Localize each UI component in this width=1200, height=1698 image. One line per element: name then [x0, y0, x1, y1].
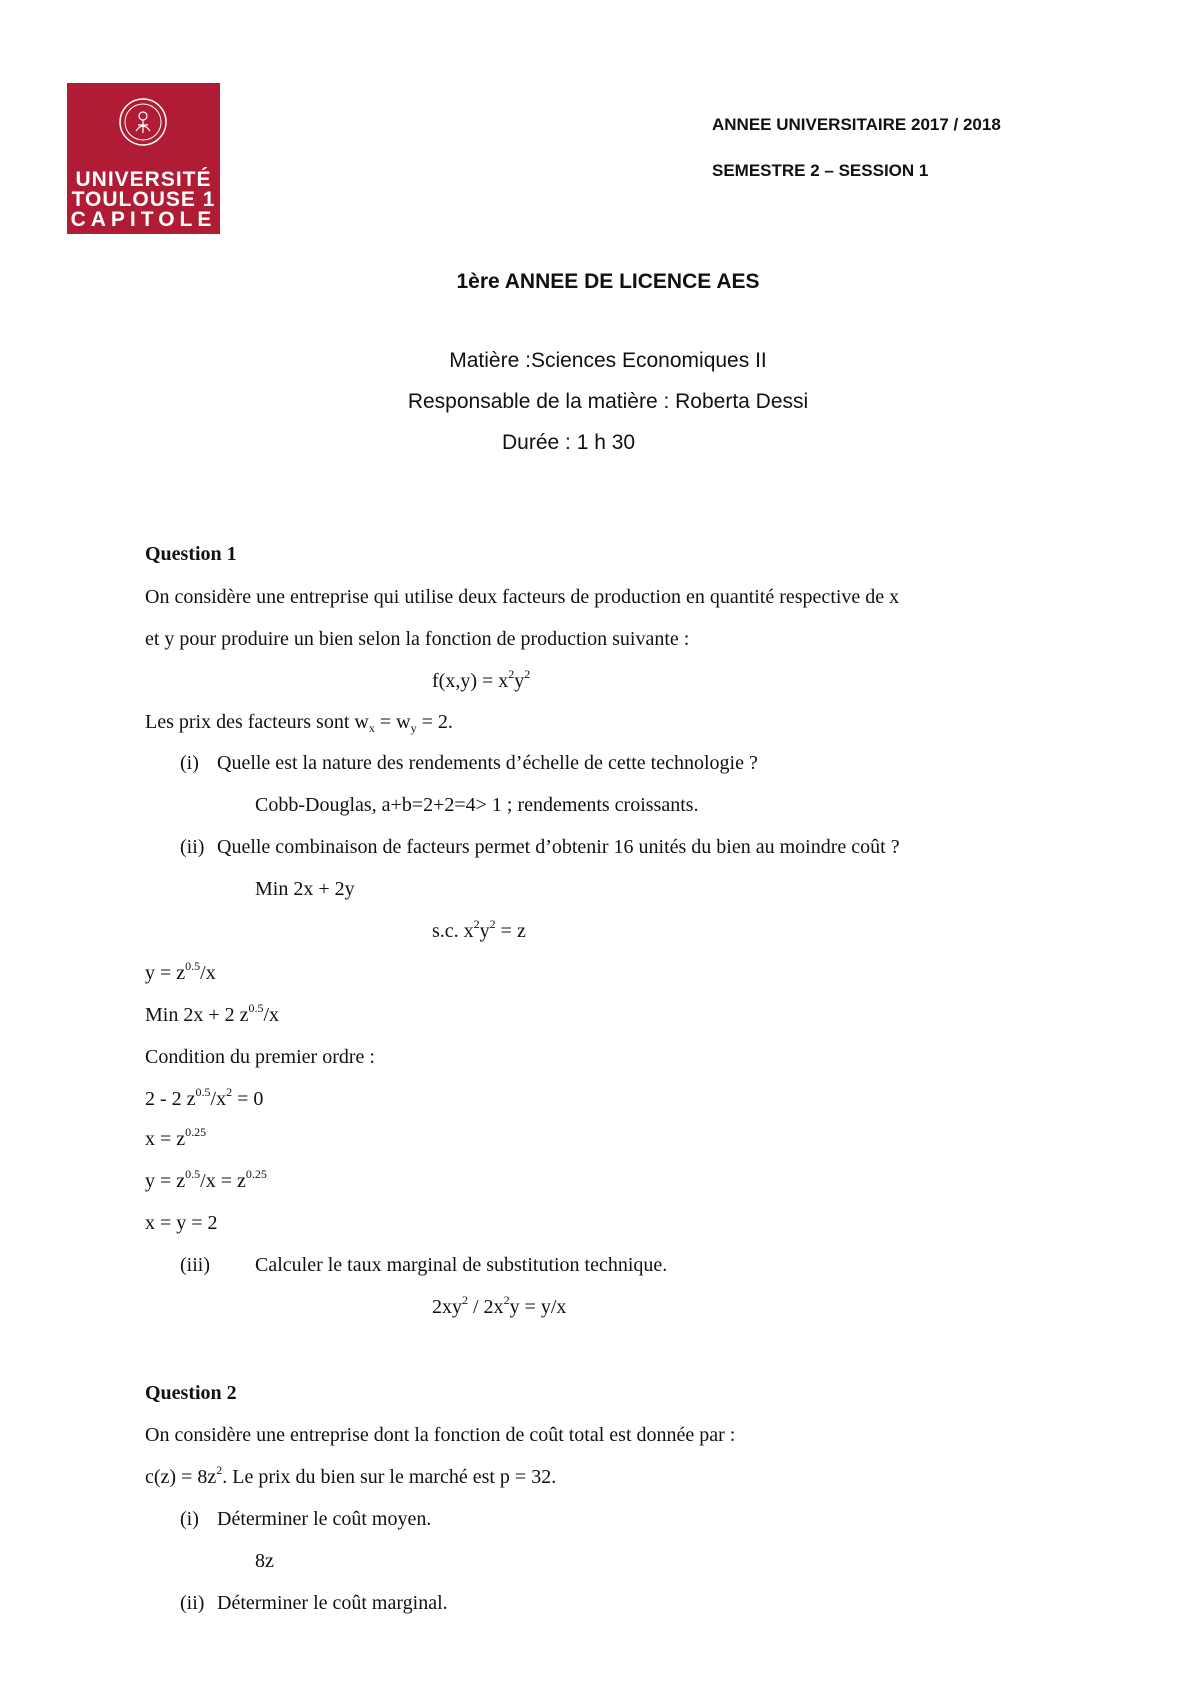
q2-cost-function: $c(z) = 8z^2$. Le prix du bien sur le marché est p = 32.: [145, 1463, 557, 1488]
q1-i-question: Quelle est la nature des rendements d’échelle de cette technologie ?: [217, 752, 758, 774]
q1-step-x: $x = z^{0.25}$: [145, 1125, 207, 1150]
q1-iii-answer: $2xy^2 / 2x^2y = y/x$: [432, 1293, 567, 1318]
q1-iii-question: Calculer le taux marginal de substitution technique.: [255, 1254, 668, 1276]
q1-step-result: x = y = 2: [145, 1212, 218, 1234]
q2-ii-question: Déterminer le coût marginal.: [217, 1592, 448, 1614]
q1-iii-label: (iii): [180, 1254, 210, 1276]
q2-ii-label: (ii): [180, 1592, 205, 1614]
q1-step-y2: $y = z^{0.5}/x = z^{0.25}$: [145, 1167, 267, 1192]
q2-heading: Question 2: [145, 1382, 237, 1404]
q1-step-y: $y = z^{0.5}/x$: [145, 959, 216, 984]
university-logo: [67, 83, 220, 234]
q2-i-label: (i): [180, 1508, 199, 1530]
q1-ii-question: Quelle combinaison de facteurs permet d’obtenir 16 unités du bien au moindre coût ?: [217, 836, 900, 858]
q1-ii-label: (ii): [180, 836, 205, 858]
logo-line-2: TOULOUSE 1: [71, 188, 216, 211]
course-duree: Durée : 1 h 30: [502, 431, 636, 454]
q1-min-objective: Min 2x + 2y: [255, 878, 355, 900]
logo-line-3: CAPITOLE: [70, 208, 217, 231]
q1-constraint: s.c. $x^2y^2 = z$: [432, 917, 526, 942]
header-semestre: SEMESTRE 2 – SESSION 1: [712, 161, 929, 180]
q1-intro-line2: et y pour produire un bien selon la fonction de production suivante :: [145, 628, 690, 650]
course-responsable: Responsable de la matière : Roberta Dessi: [407, 390, 809, 413]
q1-foc-label: Condition du premier ordre :: [145, 1046, 375, 1068]
q1-step-min: Min 2x + 2 $z^{0.5}/x$: [145, 1001, 280, 1026]
q1-prix-facteurs: Les prix des facteurs sont $w_x = w_y = 2$.: [145, 711, 453, 735]
header-annee: ANNEE UNIVERSITAIRE 2017 / 2018: [712, 115, 1001, 134]
seal-icon: [118, 97, 168, 147]
q2-i-answer: 8z: [255, 1550, 274, 1572]
q2-intro: On considère une entreprise dont la fonction de coût total est donnée par :: [145, 1424, 736, 1446]
q1-intro-line1: On considère une entreprise qui utilise deux facteurs de production en quantité respective de x: [145, 586, 900, 608]
q1-i-label: (i): [180, 752, 199, 774]
q1-i-answer: Cobb-Douglas, a+b=2+2=4> 1 ; rendements croissants.: [255, 794, 699, 816]
page-title: 1ère ANNEE DE LICENCE AES: [456, 270, 760, 293]
logo-line-1: UNIVERSITÉ: [75, 168, 212, 191]
course-matiere: Matière :Sciences Economiques II: [449, 349, 767, 372]
q1-step-foc: 2 - 2 $z^{0.5}/x^2 = 0$: [145, 1085, 264, 1110]
q1-heading: Question 1: [145, 543, 237, 565]
q1-production-function: $f(x,y) = x^2y^2$: [432, 667, 531, 692]
q2-i-question: Déterminer le coût moyen.: [217, 1508, 432, 1530]
